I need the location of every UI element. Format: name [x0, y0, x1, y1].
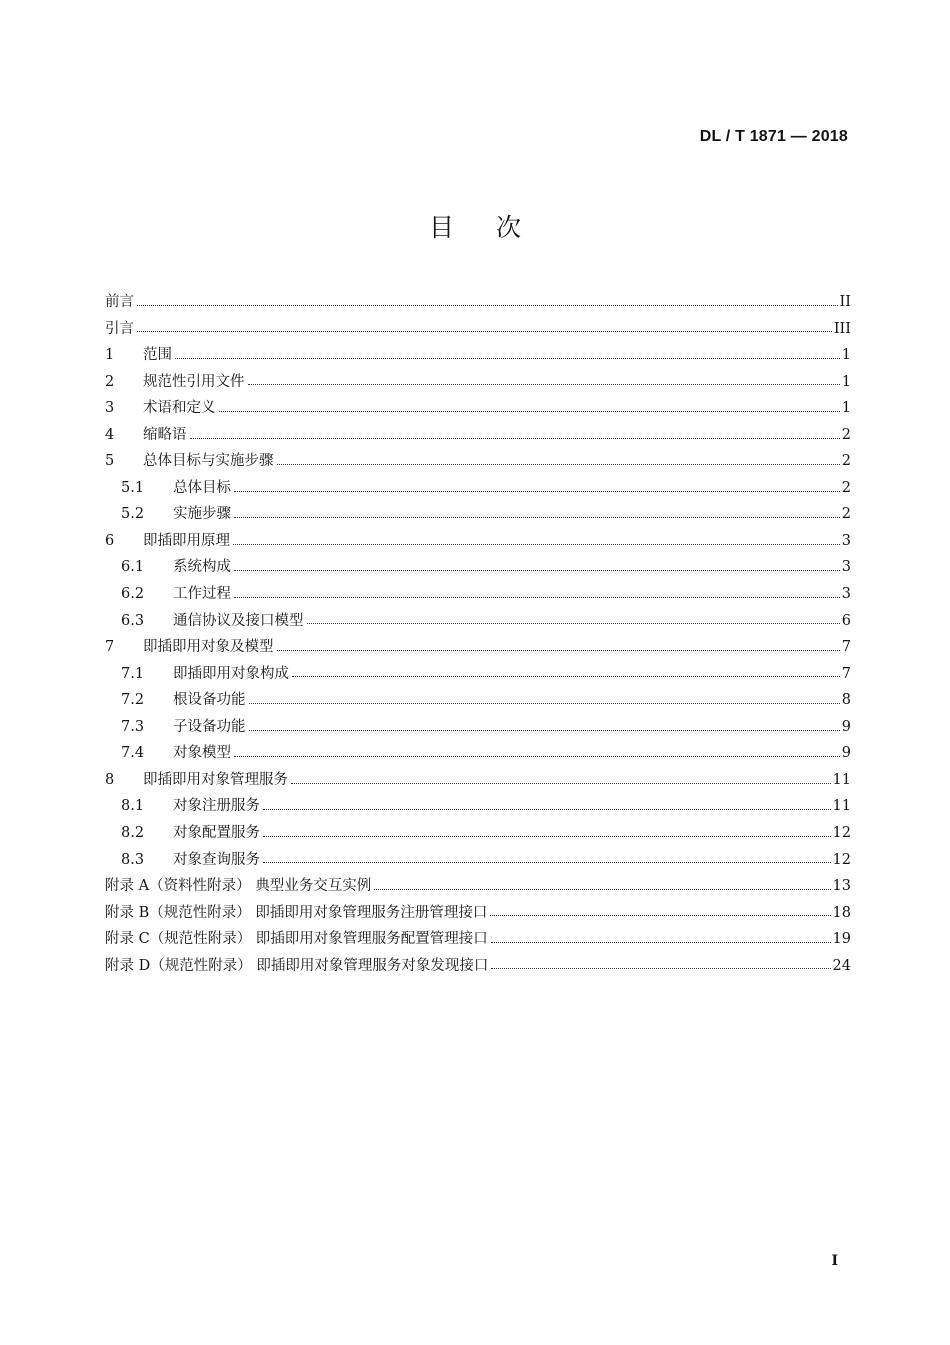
toc-entry-label: 规范性引用文件 — [143, 373, 245, 390]
toc-entry-page: 19 — [832, 931, 851, 948]
toc-entry-page: 24 — [832, 957, 851, 974]
toc-leader-dots — [234, 517, 840, 518]
toc-entry-number: 8.2 — [121, 824, 145, 841]
toc-entry-label: 总体目标与实施步骤 — [143, 453, 274, 470]
toc-entry-number: 4 — [105, 426, 115, 443]
toc-entry-page: 3 — [841, 559, 851, 576]
toc-leader-dots — [277, 464, 840, 465]
toc-leader-dots — [249, 730, 840, 731]
page-number: I — [831, 1253, 838, 1269]
toc-entry[interactable] — [105, 873, 851, 900]
toc-entry-page: 2 — [841, 426, 851, 443]
toc-leader-dots — [248, 384, 840, 385]
document-code: DL / T 1871 — 2018 — [699, 128, 848, 145]
toc-entry-page: 11 — [832, 771, 851, 788]
toc-entry-page: 12 — [832, 824, 851, 841]
toc-entry-page: 1 — [841, 400, 851, 417]
toc-entry[interactable] — [105, 448, 851, 475]
toc-entry-number: 5.1 — [121, 479, 145, 496]
toc-entry[interactable] — [105, 953, 851, 980]
toc-entry-label: 对象配置服务 — [173, 824, 260, 841]
toc-entry-page: 13 — [832, 878, 851, 895]
toc-entry-label: 通信协议及接口模型 — [173, 612, 304, 629]
toc-leader-dots — [277, 650, 840, 651]
toc-entry-label: 对象查询服务 — [173, 851, 260, 868]
toc-leader-dots — [491, 942, 831, 943]
page-title: 目次 — [428, 213, 563, 242]
toc-entry-page: 2 — [841, 453, 851, 470]
toc-entry-label: 前言 — [105, 294, 134, 311]
toc-entry[interactable] — [105, 395, 851, 422]
toc-leader-dots — [234, 491, 840, 492]
toc-entry[interactable] — [105, 714, 851, 741]
toc-entry-number: 6.1 — [121, 559, 145, 576]
toc-leader-dots — [175, 358, 840, 359]
toc-entry-page: 3 — [841, 586, 851, 603]
toc-entry[interactable] — [105, 900, 851, 927]
toc-leader-dots — [263, 862, 831, 863]
toc-leader-dots — [263, 836, 831, 837]
toc-leader-dots — [190, 438, 840, 439]
toc-entry-page: 12 — [832, 851, 851, 868]
toc-entry[interactable] — [105, 926, 851, 953]
toc-entry[interactable] — [105, 554, 851, 581]
toc-entry[interactable] — [105, 608, 851, 635]
toc-entry[interactable] — [105, 793, 851, 820]
toc-entry-page: III — [833, 320, 851, 337]
toc-entry-number: 7.3 — [121, 718, 145, 735]
toc-entry-number: 7 — [105, 639, 115, 656]
toc-entry-number: 7.4 — [121, 745, 145, 762]
toc-entry-page: 7 — [841, 639, 851, 656]
toc-entry-label: 工作过程 — [173, 586, 231, 603]
toc-entry-page: 18 — [832, 904, 851, 921]
toc-entry-label: 即插即用对象及模型 — [143, 639, 274, 656]
toc-leader-dots — [249, 703, 840, 704]
toc-entry-page: 7 — [841, 665, 851, 682]
toc-entry-label: 附录 A（资料性附录） 典型业务交互实例 — [105, 878, 372, 895]
toc-entry-page: 9 — [841, 718, 851, 735]
toc-entry-number: 8 — [105, 771, 115, 788]
toc-leader-dots — [307, 623, 840, 624]
toc-entry-label: 附录 B（规范性附录） 即插即用对象管理服务注册管理接口 — [105, 904, 488, 921]
toc-entry-number: 6 — [105, 532, 115, 549]
toc-leader-dots — [137, 331, 832, 332]
toc-entry-number: 5 — [105, 453, 115, 470]
toc-entry[interactable] — [105, 422, 851, 449]
toc-entry-number: 7.1 — [121, 665, 145, 682]
table-of-contents — [105, 289, 851, 979]
toc-entry-label: 缩略语 — [143, 426, 187, 443]
toc-entry[interactable] — [105, 634, 851, 661]
toc-entry-label: 即插即用原理 — [143, 532, 230, 549]
toc-entry-label: 附录 D（规范性附录） 即插即用对象管理服务对象发现接口 — [105, 957, 489, 974]
toc-entry-page: 9 — [841, 745, 851, 762]
toc-entry[interactable] — [105, 687, 851, 714]
toc-entry[interactable] — [105, 661, 851, 688]
toc-entry-number: 6.2 — [121, 586, 145, 603]
toc-entry[interactable] — [105, 316, 851, 343]
toc-entry-label: 总体目标 — [173, 479, 231, 496]
toc-entry-label: 根设备功能 — [173, 692, 246, 709]
toc-entry[interactable] — [105, 475, 851, 502]
toc-leader-dots — [490, 915, 830, 916]
toc-entry-number: 5.2 — [121, 506, 145, 523]
toc-entry-page: 2 — [841, 479, 851, 496]
toc-entry-number: 7.2 — [121, 692, 145, 709]
toc-entry-label: 引言 — [105, 320, 134, 337]
toc-leader-dots — [374, 889, 830, 890]
toc-entry-page: 8 — [841, 692, 851, 709]
toc-entry-page: 2 — [841, 506, 851, 523]
toc-entry-page: 3 — [841, 532, 851, 549]
toc-leader-dots — [234, 597, 840, 598]
toc-entry-number: 2 — [105, 373, 115, 390]
toc-entry-label: 附录 C（规范性附录） 即插即用对象管理服务配置管理接口 — [105, 931, 488, 948]
toc-entry-label: 即插即用对象构成 — [173, 665, 289, 682]
toc-leader-dots — [219, 411, 840, 412]
toc-entry[interactable] — [105, 289, 851, 316]
toc-leader-dots — [234, 756, 840, 757]
toc-leader-dots — [233, 544, 840, 545]
toc-entry[interactable] — [105, 581, 851, 608]
toc-entry-label: 即插即用对象管理服务 — [143, 771, 288, 788]
toc-entry-number: 3 — [105, 400, 115, 417]
toc-entry[interactable] — [105, 528, 851, 555]
toc-entry[interactable] — [105, 767, 851, 794]
toc-entry-page: 1 — [841, 347, 851, 364]
toc-leader-dots — [263, 809, 831, 810]
toc-entry-label: 对象模型 — [173, 745, 231, 762]
toc-leader-dots — [491, 968, 830, 969]
toc-entry-number: 8.1 — [121, 798, 145, 815]
toc-entry-page: 1 — [841, 373, 851, 390]
toc-leader-dots — [292, 676, 840, 677]
toc-entry-number: 8.3 — [121, 851, 145, 868]
toc-entry[interactable] — [105, 501, 851, 528]
toc-entry-label: 子设备功能 — [173, 718, 246, 735]
toc-entry-label: 系统构成 — [173, 559, 231, 576]
toc-entry-page: 6 — [841, 612, 851, 629]
toc-entry[interactable] — [105, 740, 851, 767]
toc-entry[interactable] — [105, 820, 851, 847]
toc-entry-page: 11 — [832, 798, 851, 815]
toc-entry-label: 术语和定义 — [143, 400, 216, 417]
toc-entry-number: 1 — [105, 347, 115, 364]
toc-entry[interactable] — [105, 369, 851, 396]
toc-entry[interactable] — [105, 846, 851, 873]
toc-entry-label: 实施步骤 — [173, 506, 231, 523]
toc-leader-dots — [137, 305, 838, 306]
toc-leader-dots — [234, 570, 840, 571]
toc-entry[interactable] — [105, 342, 851, 369]
toc-entry-number: 6.3 — [121, 612, 145, 629]
toc-leader-dots — [291, 783, 831, 784]
toc-entry-page: II — [839, 294, 851, 311]
toc-entry-label: 对象注册服务 — [173, 798, 260, 815]
toc-entry-label: 范围 — [143, 347, 172, 364]
